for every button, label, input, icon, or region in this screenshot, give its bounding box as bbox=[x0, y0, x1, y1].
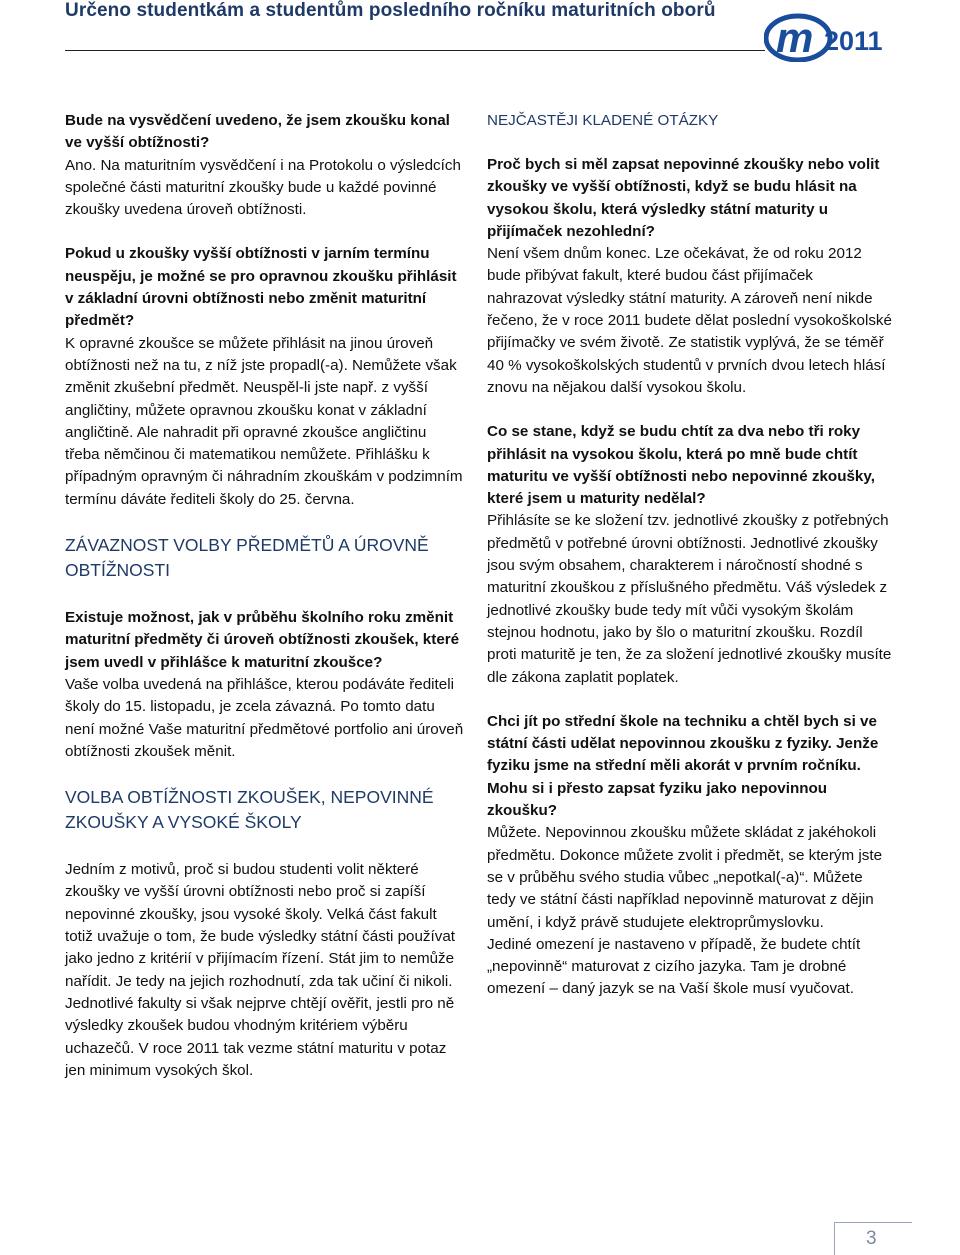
section-heading-zavaznost: ZÁVAZNOST VOLBY PŘEDMĚTŮ A ÚROVNĚ OBTÍŽNOSTI bbox=[65, 535, 429, 581]
page-number: 3 bbox=[866, 1228, 877, 1249]
header-rule bbox=[65, 50, 765, 51]
right-question-2: Co se stane, když se budu chtít za dva nebo tři roky přihlásit na vysokou školu, která po mně bude chtít maturitu ve vyšší obtížnosti nebo nepovinné zkoušky, které jsem u maturity nedělal? bbox=[487, 423, 875, 508]
right-column bbox=[487, 110, 892, 1023]
left-qa-2 bbox=[65, 243, 465, 511]
right-answer-2: Přihlásíte se ke složení tzv. jednotlivé zkoušky z potřebných předmětů v potřebné úrovni obtížnosti. Jednotlivé zkoušky jsou svým obsahem, charakterem i náročností shodné s maturitní zkouškou z příslušného předmětu. Váš výsledek z jednotlivé zkoušky bude tedy mít vůči vysokým školám stejnou hodnotu, jako by šlo o maturitní zkoušku. Rozdíl proti maturitě je ten, že za složení jednotlivé zkoušky musíte dle zákona zaplatit poplatek. bbox=[487, 512, 892, 686]
left-question-3: Existuje možnost, jak v průběhu školního roku změnit maturitní předměty či úroveň obtížnosti zkoušek, které jsem uvedl v přihlášce k maturitní zkoušce? bbox=[65, 609, 460, 671]
left-answer-2: K opravné zkoušce se můžete přihlásit na jinou úroveň obtížnosti než na tu, z níž jste propadl(-a). Nemůžete však změnit zkušební předmět. Neuspěl-li jste např. z vyšší angličtiny, můžete opravnou zkoušku konat v základní angličtině. Ale nahradit při opravné zkoušce angličtinu třeba němčinou či matematikou nemůžete. Přihlášku k případným opravným či náhradním zkouškám v podzimním termínu dáváte řediteli školy do 25. června. bbox=[65, 334, 463, 508]
right-answer-3a: Můžete. Nepovinnou zkoušku můžete skládat z jakéhokoli předmětu. Dokonce můžete zvolit i předmět, se kterým jste se v průběhu svého studia vůbec „nepotkal(-a)“. Můžete tedy ve státní části například nepovinně maturovat z dějin umění, i když právě studujete elektroprůmyslovku. bbox=[487, 824, 883, 931]
left-question-2: Pokud u zkoušky vyšší obtížnosti v jarním termínu neuspěju, je možné se pro opravnou zkoušku přihlásit v základní úrovni obtížnosti nebo změnit maturitní předmět? bbox=[65, 245, 457, 330]
header-title: Určeno studentkám a studentům posledního ročníku maturitních oborů bbox=[65, 0, 716, 21]
left-question-1: Bude na vysvědčení uvedeno, že jsem zkoušku konal ve vyšší obtížnosti? bbox=[65, 112, 450, 152]
left-answer-3: Vaše volba uvedená na přihlášce, kterou podáváte řediteli školy do 15. listopadu, je zcela závazná. Po tomto datu není možné Vaše maturitní předmětové portfolio ani úroveň obtížnosti zkoušek měnit. bbox=[65, 675, 464, 760]
right-question-3: Chci jít po střední škole na techniku a chtěl bych si ve státní části udělat nepovinnou zkoušku z fyziky. Jenže fyziku jsme na střední měli akorát v prvním ročníku. Mohu si i přesto zapsat fyziku jako nepovinnou zkoušku? bbox=[487, 712, 879, 820]
right-qa-2 bbox=[487, 421, 892, 689]
right-question-1: Proč bych si měl zapsat nepovinné zkoušky nebo volit zkoušky ve vyšší obtížnosti, když se budu hlásit na vysokou školu, která výsledky státní maturity u přijímaček nezohlední? bbox=[487, 156, 880, 240]
left-paragraph-vysoke-skoly: Jedním z motivů, proč si budou studenti volit některé zkoušky ve vyšší úrovni obtížnosti nebo proč si zapíší nepovinné zkoušky, jsou vysoké školy. Velká část fakult totiž uvažuje o tom, že bude výsledky státní části používat jako jedno z kritérií v přijímacím řízení. Stát jim to nemůže nařídit. Je tedy na jejich rozhodnutí, zda tak učiní či nikoli. Jednotlivé fakulty si však nejprve chtějí ověřit, jestli pro ně výsledky zkoušek budou vhodným kritériem výběru uchazečů. V roce 2011 tak vezme státní maturitu v potaz jen minimum vysokých škol. bbox=[65, 861, 456, 1079]
left-column bbox=[65, 110, 465, 1104]
logo-letter: m bbox=[776, 14, 814, 61]
section-heading-faq: NEJČASTĚJI KLADENÉ OTÁZKY bbox=[487, 112, 719, 129]
left-qa-1 bbox=[65, 110, 465, 221]
left-qa-3 bbox=[65, 607, 465, 763]
m2011-logo bbox=[764, 12, 894, 62]
right-answer-1: Není všem dnům konec. Lze očekávat, že od roku 2012 bude přibývat fakult, které budou část přijímaček nahrazovat výsledky státní maturity. A zároveň není nikde řečeno, že v roce 2011 budete dělat poslední vysokoškolské přijímačky ve svém životě. Ze statistik vyplývá, že se téměř 40 % vysokoškolských studentů v prvních dvou letech hlásí znovu na nějakou další vysokou školu. bbox=[487, 245, 892, 396]
left-answer-1: Ano. Na maturitním vysvědčení i na Protokolu o výsledcích společné části maturitní zkoušky bude u každé povinné zkoušky uvedena úroveň obtížnosti. bbox=[65, 156, 461, 219]
section-heading-volba: VOLBA OBTÍŽNOSTI ZKOUŠEK, NEPOVINNÉ ZKOUŠKY A VYSOKÉ ŠKOLY bbox=[65, 787, 434, 833]
right-answer-3b: Jediné omezení je nastaveno v případě, že budete chtít „nepovinně“ maturovat z cizího jazyka. Tam je drobné omezení – daný jazyk se na Vaší škole musí vyučovat. bbox=[487, 935, 861, 998]
logo-year: 2011 bbox=[824, 26, 883, 56]
right-qa-3 bbox=[487, 711, 892, 1001]
right-qa-1 bbox=[487, 154, 892, 399]
